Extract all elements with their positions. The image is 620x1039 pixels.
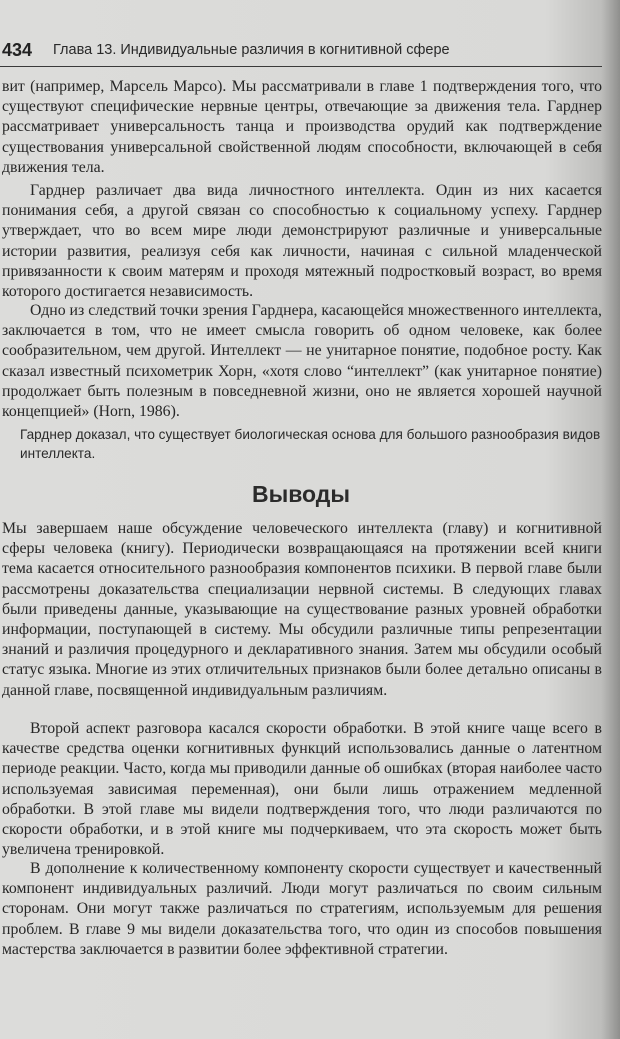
- paragraph-processing-speed: Второй аспект разговора касался скорости обработки. В этой книге чаще всего в качестве средства оценки когнитивных функций использовались данные о латентном периоде реакции. Часто, когда мы приводили данные об ошибках (вторая наиболее часто используемая зависимая переменная), они были лишь отражением медленной обработки. В этой главе мы видели подтверждения того, что люди различаются по скорости обработки, и в этой книге мы подчеркиваем, что эта скорость может быть увеличена тренировкой.: [2, 720, 602, 859]
- chapter-title: Глава 13. Индивидуальные различия в когнитивной сфере: [53, 42, 450, 58]
- running-header: [0, 40, 602, 67]
- paragraph-block: [2, 181, 602, 302]
- summary-note: Гарднер доказал, что существует биологическая основа для большого разнообразия видов интеллекта.: [20, 427, 601, 461]
- paragraph-block: [2, 859, 602, 960]
- paragraph-continuation: вит (например, Марсель Марсо). Мы рассматривали в главе 1 подтверждения того, что существуют специфические нервные центры, отвечающие за движения тела. Гарднер рассматривает универсальность танца и производства орудий как подтверждение существования универсальной свойственной людям способности, включающей в себя движения тела.: [2, 78, 602, 176]
- paragraph-block: [2, 301, 602, 422]
- paragraph-block: [2, 719, 602, 860]
- paragraph-block: [2, 519, 602, 701]
- paragraph-block: [2, 77, 602, 178]
- paragraph-qualitative-component: В дополнение к количественному компоненту скорости существует и качественный компонент индивидуальных различий. Люди могут различаться по своим сильным сторонам. Они могут также различаться по стратегиям, используемым для решения проблем. В главе 9 мы видели доказательства того, что один из способов повышения мастерства заключается в развитии более эффективной стратегии.: [2, 860, 602, 958]
- page-number: 434: [2, 40, 33, 60]
- paragraph-conclusion-intro: Мы завершаем наше обсуждение человеческого интеллекта (главу) и когнитивной сферы человека (книгу). Периодически возвращающаяся на протяжении всей книги тема касается относительного разнообразия компонентов психики. В первой главе были рассмотрены доказательства специализации нервной системы. В следующих главах были приведены данные, указывающие на существование разных уровней обработки информации, поступающей в систему. Мы обсудили различные типы репрезентации знаний и различия процедурного и декларативного знания. Затем мы обсудили особый статус языка. Многие из этих отличительных признаков были более детально описаны в данной главе, посвященной индивидуальным различиям.: [2, 520, 602, 699]
- paragraph-multiple-intelligence: Одно из следствий точки зрения Гарднера, касающейся множественного интеллекта, заключается в том, что не имеет смысла говорить об одном человеке, как более сообразительном, чем другой. Интеллект — не унитарное понятие, подобное росту. Как сказал известный психометрик Хорн, «хотя слово “интеллект” (как унитарное понятие) продолжает быть полезным в повседневной жизни, оно не является хорошей научной концепцией» (Horn, 1986).: [2, 302, 602, 421]
- paragraph-personal-intelligence: Гарднер различает два вида личностного интеллекта. Один из них касается понимания себя, а другой связан со способностью к социальному успеху. Гарднер утверждает, что во всем мире люди демонстрируют различные и универсальные истории развития, реализуя себя как личности, начиная с сильной младенческой привязанности к своим матерям и проходя мятежный подростковый возраст, во время которого достигается независимость.: [2, 182, 602, 301]
- section-heading: Выводы: [251, 481, 351, 507]
